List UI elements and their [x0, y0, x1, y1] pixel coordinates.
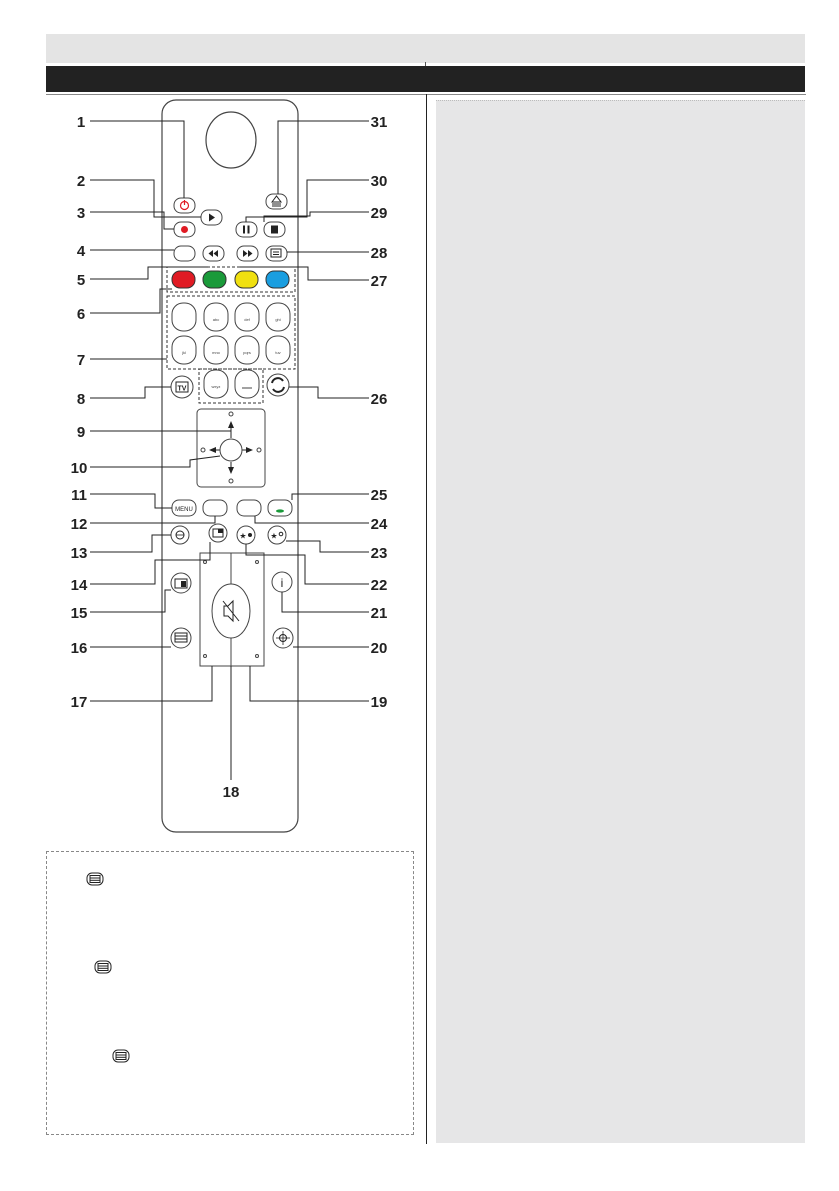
callout-27: 27 — [370, 273, 388, 290]
tv-button-label: TV — [177, 385, 187, 393]
callout-23: 23 — [370, 545, 388, 562]
callout-3: 3 — [76, 205, 86, 222]
green-button[interactable] — [203, 271, 226, 288]
teletext-icon — [86, 872, 104, 886]
callout-5: 5 — [76, 272, 86, 289]
pause-button[interactable] — [236, 222, 257, 237]
quick-menu-button[interactable] — [237, 500, 261, 516]
note-box — [46, 851, 414, 1135]
mute-button[interactable] — [212, 584, 250, 638]
callout-2: 2 — [76, 173, 86, 190]
callout-17: 17 — [70, 694, 88, 711]
callout-20: 20 — [370, 640, 388, 657]
key-7-letters: pqrs — [243, 350, 251, 355]
callout-30: 30 — [370, 173, 388, 190]
power-button[interactable] — [174, 198, 195, 213]
tv-button[interactable] — [171, 376, 193, 398]
favorite-search-button[interactable] — [268, 526, 286, 544]
language-button[interactable] — [171, 526, 189, 544]
info-button[interactable] — [272, 572, 292, 592]
picture-in-picture-button[interactable] — [209, 524, 227, 542]
callout-8: 8 — [76, 391, 86, 408]
key-0[interactable] — [235, 370, 259, 398]
blue-button[interactable] — [266, 271, 289, 288]
eject-button[interactable] — [266, 194, 287, 209]
rewind-button[interactable] — [203, 246, 224, 261]
callout-28: 28 — [370, 245, 388, 262]
ok-button[interactable] — [220, 439, 242, 461]
key-3-letters: def — [244, 317, 250, 322]
callout-4: 4 — [76, 243, 86, 260]
back-button[interactable] — [174, 246, 195, 261]
media-browser-button[interactable] — [171, 573, 191, 593]
callout-25: 25 — [370, 487, 388, 504]
callout-29: 29 — [370, 205, 388, 222]
exit-button[interactable] — [203, 500, 227, 516]
callout-31: 31 — [370, 114, 388, 131]
key-9-letters: wxyz — [211, 384, 221, 389]
callout-7: 7 — [76, 352, 86, 369]
text-button[interactable] — [171, 628, 191, 648]
callout-26: 26 — [370, 391, 388, 408]
key-1[interactable] — [172, 303, 196, 331]
callout-9: 9 — [76, 424, 86, 441]
callout-18: 18 — [222, 784, 240, 801]
teletext-icon — [112, 1049, 130, 1063]
callout-1: 1 — [76, 114, 86, 131]
info-button-label: i — [280, 576, 284, 590]
teletext-icon — [94, 960, 112, 974]
red-button[interactable] — [172, 271, 195, 288]
description-panel — [436, 100, 805, 1143]
favorite-info-button[interactable] — [237, 526, 255, 544]
menu-button-label: MENU — [175, 507, 193, 513]
callout-21: 21 — [370, 605, 388, 622]
key-8-letters: tuv — [275, 350, 281, 355]
svg-text:★: ★ — [239, 531, 247, 541]
key-6-letters: mno — [212, 350, 220, 355]
key-2-letters: abc — [212, 317, 220, 322]
callout-12: 12 — [70, 516, 88, 533]
ir-window — [206, 112, 256, 168]
callout-11: 11 — [71, 487, 87, 504]
stop-button[interactable] — [264, 222, 285, 237]
key-4-letters: ghi — [275, 317, 281, 322]
subtitle-button[interactable] — [266, 246, 287, 261]
callout-19: 19 — [370, 694, 388, 711]
yellow-button[interactable] — [235, 271, 258, 288]
record-button[interactable] — [174, 222, 195, 237]
callout-14: 14 — [70, 577, 88, 594]
callout-16: 16 — [70, 640, 88, 657]
picture-mode-button[interactable] — [273, 628, 293, 648]
divider — [436, 100, 805, 101]
callout-15: 15 — [70, 605, 88, 622]
svg-text:★: ★ — [270, 531, 278, 541]
menu-button[interactable] — [172, 500, 196, 516]
callout-24: 24 — [370, 516, 388, 533]
fast-forward-button[interactable] — [237, 246, 258, 261]
callout-6: 6 — [76, 306, 86, 323]
callout-13: 13 — [70, 545, 88, 562]
key-5-letters: jkl — [182, 350, 186, 355]
green-dot-button[interactable] — [268, 500, 292, 516]
play-button[interactable] — [201, 210, 222, 225]
callout-10: 10 — [70, 460, 88, 477]
remote-control-diagram — [0, 0, 430, 845]
swap-button[interactable] — [267, 374, 289, 396]
callout-22: 22 — [370, 577, 388, 594]
